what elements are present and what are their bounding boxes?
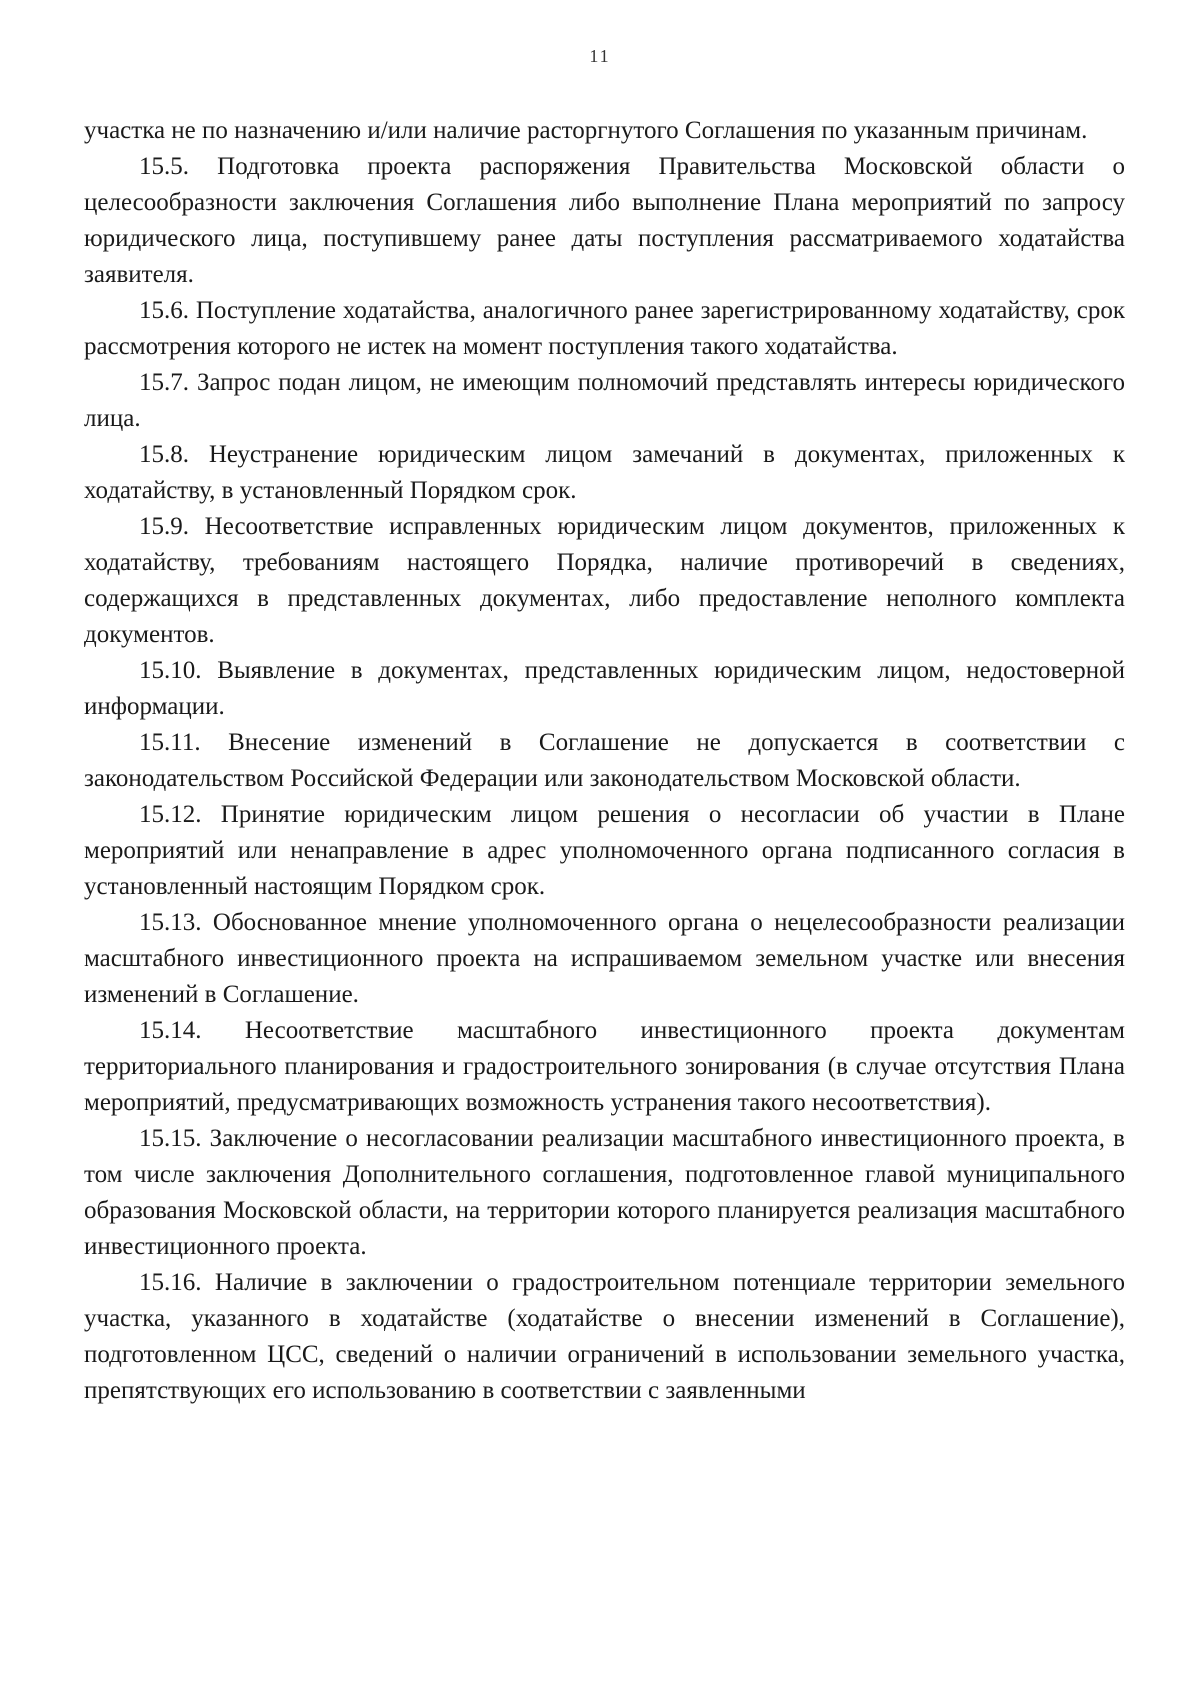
page-number: 11 [589,46,611,66]
document-body [84,113,1125,1409]
paragraph-15-10: 15.10. Выявление в документах, представленных юридическим лицом, недостоверной информации. [84,657,1125,720]
paragraph-15-13: 15.13. Обоснованное мнение уполномоченного органа о нецелесообразности реализации масштабного инвестиционного проекта на испрашиваемом земельном участке или внесения изменений в Соглашение. [84,909,1125,1008]
paragraph-15-9: 15.9. Несоответствие исправленных юридическим лицом документов, приложенных к ходатайству, требованиям настоящего Порядка, наличие противоречий в сведениях, содержащихся в представленных документах, либо предоставление неполного комплекта документов. [84,513,1125,648]
paragraph-15-16: 15.16. Наличие в заключении о градостроительном потенциале территории земельного участка, указанного в ходатайстве (ходатайстве о внесении изменений в Соглашение), подготовленном ЦСС, сведений о наличии ограничений в использовании земельного участка, препятствующих его использованию в соответствии с заявленными [84,1269,1125,1404]
paragraph-continuation: участка не по назначению и/или наличие расторгнутого Соглашения по указанным причинам. [84,117,1088,144]
paragraph-15-12: 15.12. Принятие юридическим лицом решения о несогласии об участии в Плане мероприятий или ненаправление в адрес уполномоченного органа подписанного согласия в установленный настоящим Порядком срок. [84,801,1125,900]
paragraph-15-6: 15.6. Поступление ходатайства, аналогичного ранее зарегистрированному ходатайству, срок рассмотрения которого не истек на момент поступления такого ходатайства. [84,297,1125,360]
paragraph-15-15: 15.15. Заключение о несогласовании реализации масштабного инвестиционного проекта, в том числе заключения Дополнительного соглашения, подготовленное главой муниципального образования Московской области, на территории которого планируется реализация масштабного инвестиционного проекта. [84,1125,1125,1260]
paragraph-15-7: 15.7. Запрос подан лицом, не имеющим полномочий представлять интересы юридического лица. [84,369,1125,432]
paragraph-15-11: 15.11. Внесение изменений в Соглашение не допускается в соответствии с законодательством Российской Федерации или законодательством Московской области. [84,729,1125,792]
paragraph-15-5: 15.5. Подготовка проекта распоряжения Правительства Московской области о целесообразности заключения Соглашения либо выполнение Плана мероприятий по запросу юридического лица, поступившему ранее даты поступления рассматриваемого ходатайства заявителя. [84,153,1125,288]
paragraph-15-14: 15.14. Несоответствие масштабного инвестиционного проекта документам территориального планирования и градостроительного зонирования (в случае отсутствия Плана мероприятий, предусматривающих возможность устранения такого несоответствия). [84,1017,1125,1116]
paragraph-15-8: 15.8. Неустранение юридическим лицом замечаний в документах, приложенных к ходатайству, в установленный Порядком срок. [84,441,1125,504]
